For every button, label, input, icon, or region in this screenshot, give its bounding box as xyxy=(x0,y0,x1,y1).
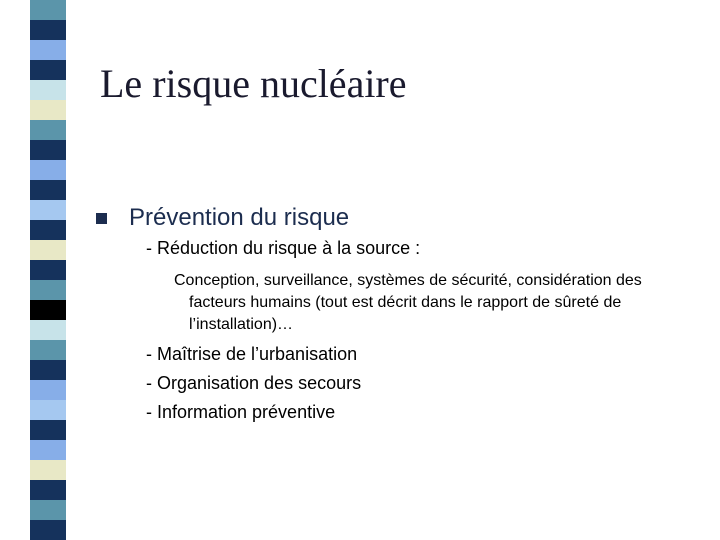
sub-item: - Information préventive xyxy=(146,402,336,422)
stripe-block xyxy=(30,400,66,420)
decorative-stripe xyxy=(30,0,66,540)
stripe-block xyxy=(30,280,66,300)
stripe-block xyxy=(30,220,66,240)
stripe-block xyxy=(30,180,66,200)
stripe-block xyxy=(30,380,66,400)
stripe-block xyxy=(30,500,66,520)
main-bullet xyxy=(96,204,349,232)
stripe-block xyxy=(30,240,66,260)
detail-line-3: l’installation)… xyxy=(189,316,294,333)
stripe-block xyxy=(30,80,66,100)
stripe-block xyxy=(30,480,66,500)
stripe-block xyxy=(30,260,66,280)
detail-line-2: facteurs humains (tout est décrit dans le rapport de sûreté de xyxy=(189,294,622,311)
stripe-block xyxy=(30,100,66,120)
stripe-block xyxy=(30,40,66,60)
stripe-block xyxy=(30,20,66,40)
stripe-block xyxy=(30,120,66,140)
stripe-block xyxy=(30,0,66,20)
stripe-block xyxy=(30,460,66,480)
stripe-block xyxy=(30,300,66,320)
stripe-block xyxy=(30,340,66,360)
detail-text xyxy=(174,270,702,336)
stripe-block xyxy=(30,520,66,540)
sub-item-list xyxy=(146,340,361,427)
stripe-block xyxy=(30,420,66,440)
stripe-block xyxy=(30,160,66,180)
detail-line-1: Conception, surveillance, systèmes de sécurité, considération des xyxy=(174,272,642,289)
bullet-heading: Prévention du risque xyxy=(129,204,350,231)
stripe-block xyxy=(30,140,66,160)
stripe-block xyxy=(30,360,66,380)
stripe-block xyxy=(30,200,66,220)
stripe-block xyxy=(30,440,66,460)
sub-item-reduction: - Réduction du risque à la source : xyxy=(146,238,421,258)
stripe-block xyxy=(30,320,66,340)
square-bullet-icon xyxy=(96,213,107,224)
sub-item: - Maîtrise de l’urbanisation xyxy=(146,344,358,364)
sub-item: - Organisation des secours xyxy=(146,373,362,393)
slide-title: Le risque nucléaire xyxy=(100,61,407,106)
stripe-block xyxy=(30,60,66,80)
